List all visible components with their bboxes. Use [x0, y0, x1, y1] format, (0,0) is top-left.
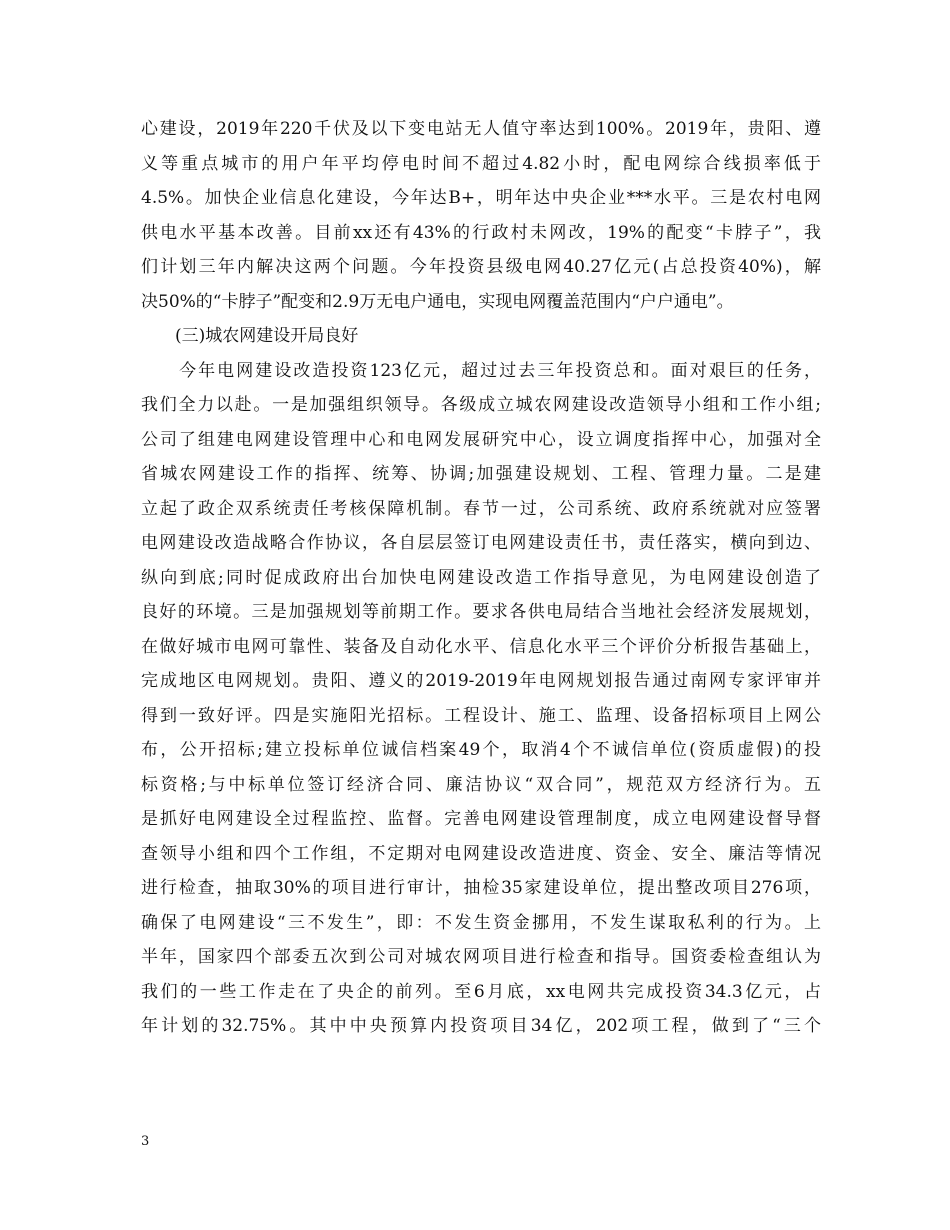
text-line: 良好的环境。三是加强规划等前期工作。要求各供电局结合当地社会经济发展规划，: [141, 602, 821, 622]
page-number: 3: [141, 1134, 150, 1149]
section-heading: (三)城农网建设开局良好: [175, 326, 359, 346]
text-line: 查领导小组和四个工作组，不定期对电网建设改造进度、资金、安全、廉洁等情况: [141, 843, 821, 864]
text-line: 4.5%。加快企业信息化建设，今年达B+，明年达中央企业***水平。三是农村电网: [141, 188, 821, 208]
text-line: 标资格;与中标单位签订经济合同、廉洁协议“双合同”，规范双方经济行为。五: [141, 774, 821, 795]
text-line: 省城农网建设工作的指挥、统筹、协调;加强建设规划、工程、管理力量。二是建: [141, 464, 821, 484]
text-line: 在做好城市电网可靠性、装备及自动化水平、信息化水平三个评价分析报告基础上，: [141, 636, 821, 657]
text-line: 年计划的32.75%。其中中央预算内投资项目34亿，202项工程，做到了“三个: [141, 1016, 821, 1036]
text-line: 今年电网建设改造投资123亿元，超过过去三年投资总和。面对艰巨的任务，: [141, 360, 821, 381]
text-line: 心建设，2019年220千伏及以下变电站无人值守率达到100%。2019年，贵阳、遵: [141, 119, 821, 139]
text-line: 是抓好电网建设全过程监控、监督。完善电网建设管理制度，成立电网建设督导督: [141, 809, 821, 829]
text-line: 确保了电网建设“三不发生”，即：不发生资金挪用，不发生谋取私利的行为。上: [141, 912, 821, 933]
text-line: 决50%的“卡脖子”配变和2.9万无电户通电，实现电网覆盖范围内“户户通电”。: [141, 291, 734, 312]
paragraph-2: [141, 354, 821, 1044]
text-line: 我们全力以赴。一是加强组织领导。各级成立城农网建设改造领导小组和工作小组;: [141, 395, 821, 415]
text-line: 得到一致好评。四是实施阳光招标。工程设计、施工、监理、设备招标项目上网公: [141, 705, 821, 726]
text-line: 们计划三年内解决这两个问题。今年投资县级电网40.27亿元(占总投资40%)，解: [141, 257, 821, 277]
text-line: 义等重点城市的用户年平均停电时间不超过4.82小时，配电网综合线损率低于: [141, 153, 821, 174]
text-line: 完成地区电网规划。贵阳、遵义的2019-2019年电网规划报告通过南网专家评审并: [141, 671, 821, 691]
text-line: 我们的一些工作走在了央企的前列。至6月底，xx电网共完成投资34.3亿元，占: [141, 981, 821, 1002]
text-line: 立起了政企双系统责任考核保障机制。春节一过，公司系统、政府系统就对应签署: [141, 498, 821, 519]
paragraph-1: [141, 112, 821, 319]
text-line: 供电水平基本改善。目前xx还有43%的行政村未网改，19%的配变“卡脖子”，我: [141, 222, 821, 243]
text-line: 半年，国家四个部委五次到公司对城农网项目进行检查和指导。国资委检查组认为: [141, 947, 821, 967]
text-line: 布，公开招标;建立投标单位诚信档案49个，取消4个不诚信单位(资质虚假)的投: [141, 740, 821, 760]
body-text: [141, 112, 821, 1044]
text-line: 电网建设改造战略合作协议，各自层层签订电网建设责任书，责任落实，横向到边、: [141, 533, 821, 553]
text-line: 公司了组建电网建设管理中心和电网发展研究中心，设立调度指挥中心，加强对全: [141, 429, 821, 450]
text-line: 进行检查，抽取30%的项目进行审计，抽检35家建设单位，提出整改项目276项，: [141, 878, 821, 898]
text-line: 纵向到底;同时促成政府出台加快电网建设改造工作指导意见，为电网建设创造了: [141, 567, 821, 588]
